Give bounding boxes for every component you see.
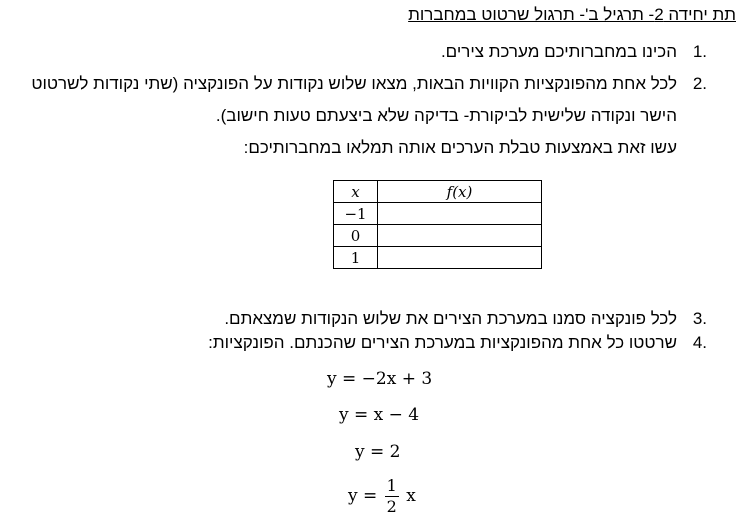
value-table [333,180,542,269]
step-text: לכל פונקציה סמנו במערכת הצירים את שלוש הנקודות שמצאתם. [224,309,677,328]
table-header-row [334,181,542,203]
table-row [334,247,542,269]
fraction-denominator: 2 [386,497,397,516]
equation-variable: x [406,486,416,506]
table-cell-x: 0 [334,225,378,247]
table-row [334,225,542,247]
table-header-x: x [334,181,378,203]
step-number: 2. [692,74,707,93]
function-equation-fraction [348,478,416,515]
table-cell-fx [378,225,542,247]
step-continuation: עשו זאת באמצעות טבלת הערכים אותה תמלאו במחברותיכם: [243,138,677,157]
function-equation: y = −2x + 3 [327,369,433,389]
function-equation: y = 2 [355,442,401,462]
step-number: 4. [692,333,707,352]
step-continuation: הישר ונקודה שלישית לביקורת- בדיקה שלא ביצעתם טעות חישוב). [215,106,677,125]
table-header-fx: f(x) [378,181,542,203]
equation-lhs: y = [348,486,378,506]
page-title: תת יחידה 2- תרגיל ב'- תרגול שרטוט במחברות [408,5,736,24]
step-text: שרטטו כל אחת מהפונקציות במערכת הצירים שהכנתם. הפונקציות: [208,333,677,352]
fraction [385,478,399,515]
table-cell-x: 1 [334,247,378,269]
fraction-numerator: 1 [386,476,397,495]
function-equation: y = x − 4 [339,405,420,425]
table-cell-x: −1 [334,203,378,225]
step-number: 1. [692,42,707,61]
step-number: 3. [692,309,707,328]
table-cell-fx [378,247,542,269]
table-row [334,203,542,225]
step-text: לכל אחת מהפונקציות הקוויות הבאות, מצאו שלוש נקודות על הפונקציה (שתי נקודות לשרטוט [31,74,677,93]
table-cell-fx [378,203,542,225]
step-text: הכינו במחברותיכם מערכת צירים. [440,42,677,61]
